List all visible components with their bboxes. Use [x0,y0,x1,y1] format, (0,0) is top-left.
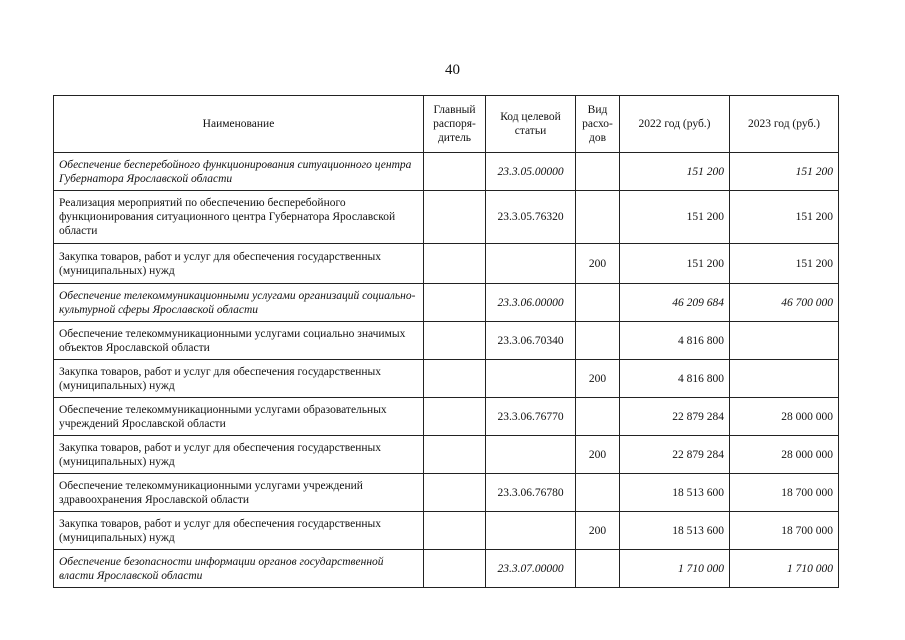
row-kind [576,550,620,588]
row-manager [424,436,486,474]
row-2022: 22 879 284 [620,436,730,474]
row-name: Обеспечение телекоммуникационными услугами образовательных учреждений Ярославской области [54,398,424,436]
row-code [486,360,576,398]
row-name: Обеспечение бесперебойного функционирования ситуационного центра Губернатора Ярославской области [54,153,424,191]
row-2022: 18 513 600 [620,512,730,550]
row-2023: 28 000 000 [730,436,839,474]
row-code: 23.3.06.70340 [486,322,576,360]
table-header-row [54,96,839,153]
row-manager [424,244,486,284]
row-2023: 18 700 000 [730,474,839,512]
table-row [54,512,839,550]
row-code [486,244,576,284]
row-2022: 1 710 000 [620,550,730,588]
row-2023: 18 700 000 [730,512,839,550]
table-row [54,474,839,512]
budget-table [53,95,839,588]
row-kind [576,474,620,512]
row-kind [576,153,620,191]
header-2023: 2023 год (руб.) [730,96,839,153]
row-name: Обеспечение телекоммуникационными услугами организаций социально-культурной сферы Ярославской области [54,284,424,322]
table-row [54,244,839,284]
row-kind: 200 [576,512,620,550]
row-code [486,512,576,550]
row-code [486,436,576,474]
row-name: Закупка товаров, работ и услуг для обеспечения государственных (муниципальных) нужд [54,244,424,284]
row-name: Обеспечение безопасности информации органов государственной власти Ярославской области [54,550,424,588]
row-code: 23.3.06.00000 [486,284,576,322]
row-kind [576,191,620,244]
row-2023 [730,322,839,360]
table-row [54,191,839,244]
row-manager [424,191,486,244]
row-manager [424,550,486,588]
table-row [54,322,839,360]
row-name: Закупка товаров, работ и услуг для обеспечения государственных (муниципальных) нужд [54,512,424,550]
row-2022: 151 200 [620,244,730,284]
header-manager: Главный распоря-дитель [424,96,486,153]
row-2023: 151 200 [730,191,839,244]
row-kind: 200 [576,360,620,398]
row-name: Закупка товаров, работ и услуг для обеспечения государственных (муниципальных) нужд [54,360,424,398]
row-code: 23.3.06.76770 [486,398,576,436]
row-manager [424,474,486,512]
row-2022: 4 816 800 [620,360,730,398]
row-manager [424,512,486,550]
row-manager [424,398,486,436]
row-kind [576,284,620,322]
row-2022: 4 816 800 [620,322,730,360]
row-manager [424,284,486,322]
row-code: 23.3.05.76320 [486,191,576,244]
row-kind: 200 [576,244,620,284]
row-kind [576,398,620,436]
page-number: 40 [445,62,460,78]
row-2023: 46 700 000 [730,284,839,322]
row-2022: 46 209 684 [620,284,730,322]
row-manager [424,322,486,360]
row-name: Обеспечение телекоммуникационными услугами учреждений здравоохранения Ярославской области [54,474,424,512]
row-2023: 151 200 [730,153,839,191]
row-2022: 151 200 [620,191,730,244]
header-kind: Вид расхо-дов [576,96,620,153]
row-manager [424,153,486,191]
row-2022: 22 879 284 [620,398,730,436]
table-row [54,398,839,436]
row-name: Обеспечение телекоммуникационными услугами социально значимых объектов Ярославской области [54,322,424,360]
row-code: 23.3.06.76780 [486,474,576,512]
table-row [54,360,839,398]
header-name: Наименование [54,96,424,153]
row-kind: 200 [576,436,620,474]
table-row [54,153,839,191]
header-code: Код целевой статьи [486,96,576,153]
row-2023: 1 710 000 [730,550,839,588]
row-manager [424,360,486,398]
table-row [54,436,839,474]
row-code: 23.3.07.00000 [486,550,576,588]
header-2022: 2022 год (руб.) [620,96,730,153]
row-name: Реализация мероприятий по обеспечению бесперебойного функционирования ситуационного центра Губернатора Ярославской области [54,191,424,244]
row-name: Закупка товаров, работ и услуг для обеспечения государственных (муниципальных) нужд [54,436,424,474]
row-2023 [730,360,839,398]
row-2022: 18 513 600 [620,474,730,512]
row-kind [576,322,620,360]
row-code: 23.3.05.00000 [486,153,576,191]
row-2023: 151 200 [730,244,839,284]
table-row [54,284,839,322]
row-2022: 151 200 [620,153,730,191]
row-2023: 28 000 000 [730,398,839,436]
table-row [54,550,839,588]
